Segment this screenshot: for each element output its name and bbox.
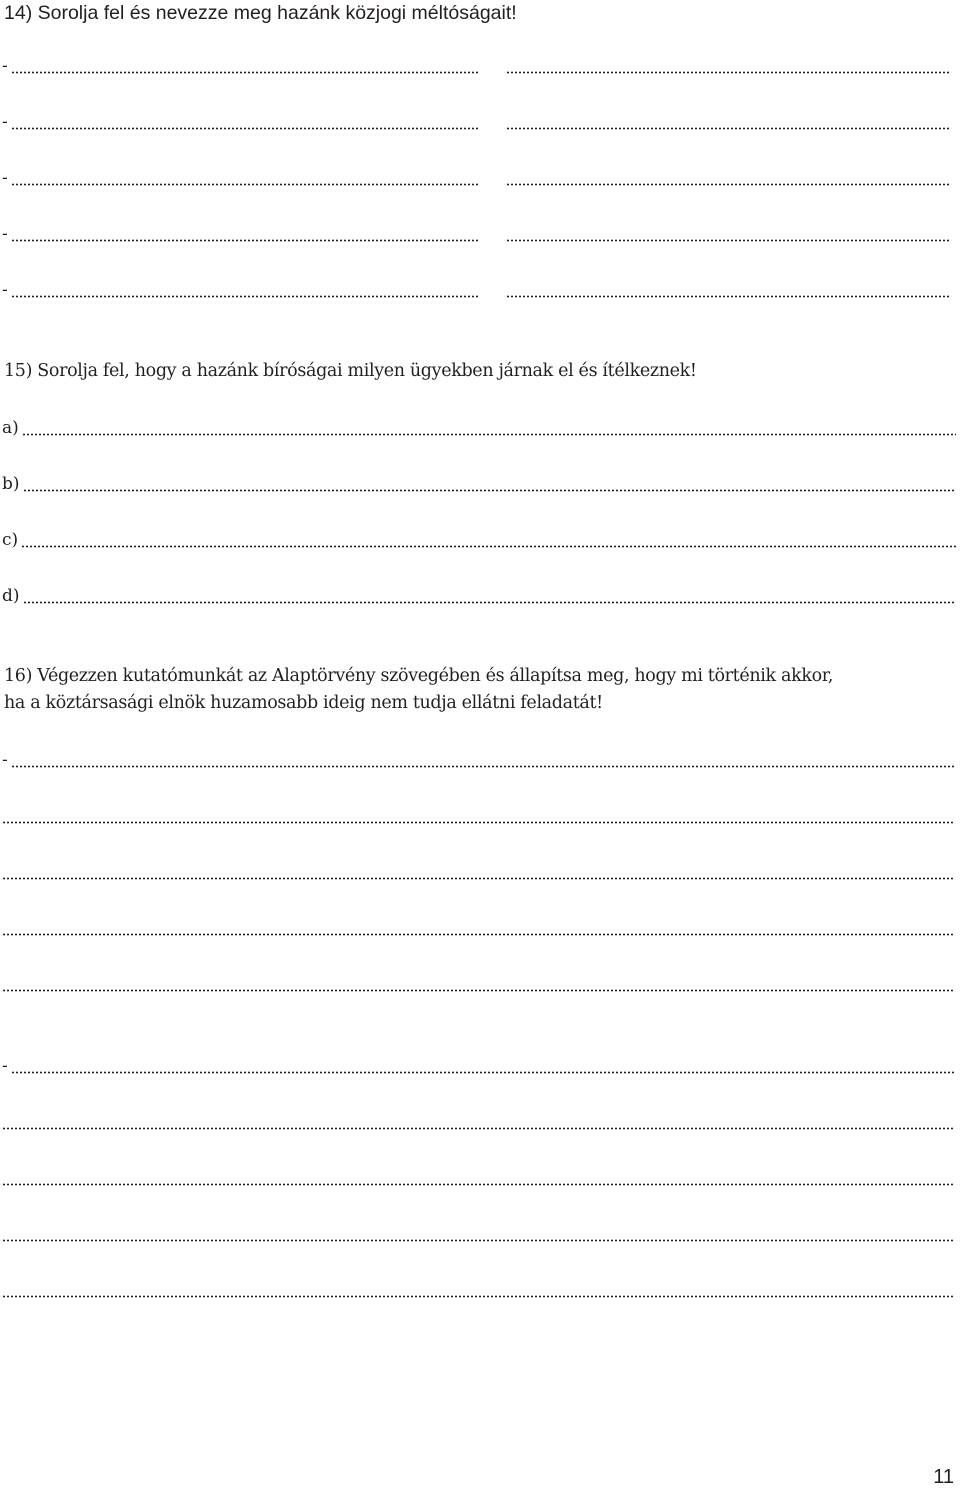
answer-line-14-left-3[interactable]: - xyxy=(2,164,480,188)
answer-line-14-left-5[interactable]: - xyxy=(2,276,480,300)
answer-line-16-3[interactable] xyxy=(2,858,954,882)
question-16-line-2: ha a köztársasági elnök huzamosabb ideig nem tudja ellátni feladatát! xyxy=(4,693,603,713)
question-16-line-1: 16) Végezzen kutatómunkát az Alaptörvény szövegében és állapítsa meg, hogy mi történik akkor, xyxy=(4,666,834,686)
answer-line-14-right-3[interactable] xyxy=(506,164,950,188)
answer-line-15-a[interactable]: a) xyxy=(2,414,956,438)
answer-line-16-8[interactable] xyxy=(2,1164,954,1188)
answer-line-15-d[interactable]: d) xyxy=(2,582,956,606)
answer-line-14-right-1[interactable] xyxy=(506,52,950,76)
answer-line-15-c[interactable]: c) xyxy=(2,526,956,550)
answer-line-16-6[interactable]: - xyxy=(2,1052,956,1076)
answer-line-14-left-2[interactable]: - xyxy=(2,108,480,132)
answer-line-16-9[interactable] xyxy=(2,1220,954,1244)
answer-line-16-2[interactable] xyxy=(2,802,954,826)
answer-line-16-4[interactable] xyxy=(2,914,954,938)
answer-line-14-left-1[interactable]: - xyxy=(2,52,480,76)
question-14: 14) Sorolja fel és nevezze meg hazánk közjogi méltóságait! xyxy=(4,2,517,24)
answer-line-14-right-2[interactable] xyxy=(506,108,950,132)
answer-line-16-10[interactable] xyxy=(2,1276,954,1300)
question-15: 15) Sorolja fel, hogy a hazánk bíróságai milyen ügyekben járnak el és ítélkeznek! xyxy=(4,361,697,381)
answer-line-16-5[interactable] xyxy=(2,970,954,994)
page-number: 11 xyxy=(933,1466,954,1488)
answer-line-14-left-4[interactable]: - xyxy=(2,220,480,244)
answer-line-16-1[interactable]: - xyxy=(2,746,956,770)
answer-line-15-b[interactable]: b) xyxy=(2,470,956,494)
answer-line-14-right-5[interactable] xyxy=(506,276,950,300)
answer-line-14-right-4[interactable] xyxy=(506,220,950,244)
answer-line-16-7[interactable] xyxy=(2,1108,954,1132)
